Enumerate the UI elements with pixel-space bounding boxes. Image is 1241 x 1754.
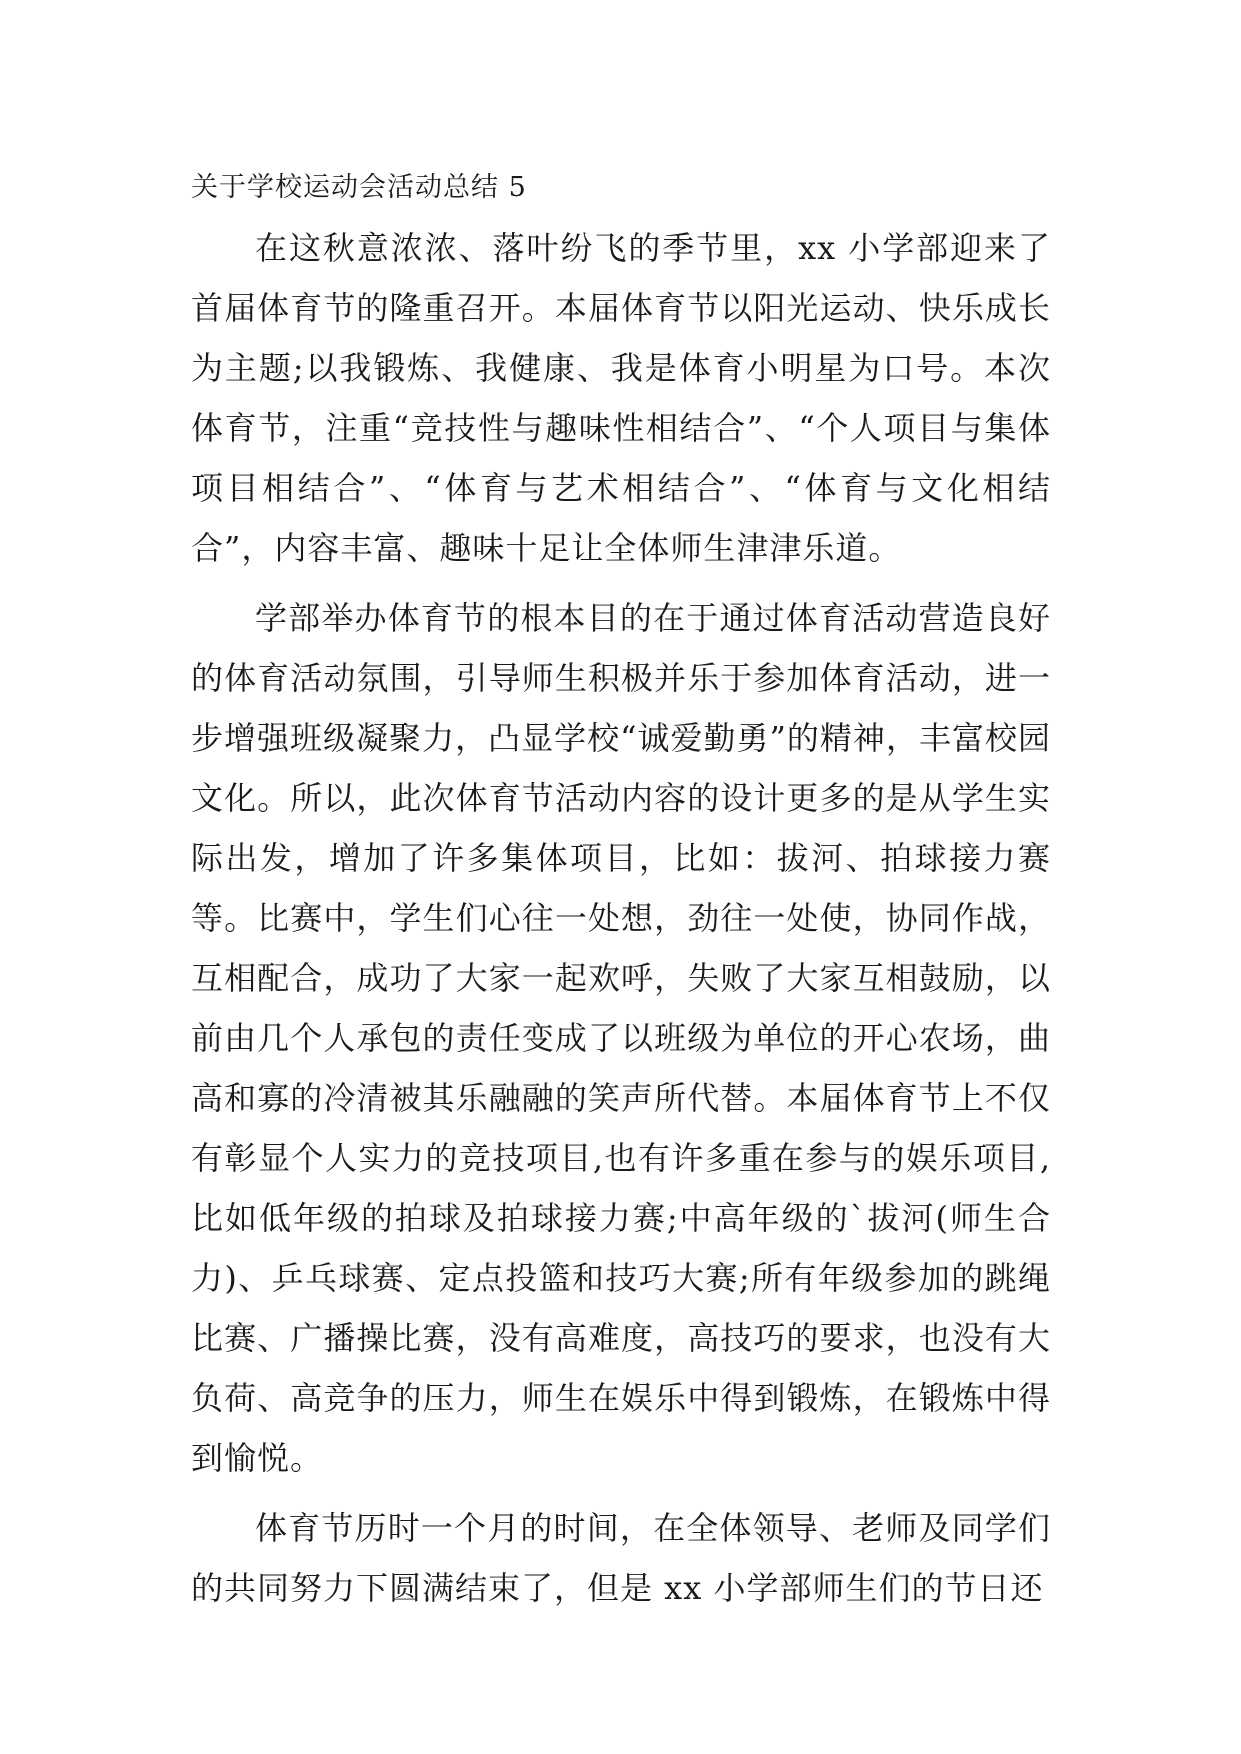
paragraph-purpose: 学部举办体育节的根本目的在于通过体育活动营造良好的体育活动氛围，引导师生积极并乐于参加体育活动，进一步增强班级凝聚力，凸显学校“诚爱勤勇”的精神，丰富校园文化。所以，此次体育节活动内容的设计更多的是从学生实际出发，增加了许多集体项目，比如：拔河、拍球接力赛等。比赛中，学生们心往一处想，劲往一处使，协同作战，互相配合，成功了大家一起欢呼，失败了大家互相鼓励，以前由几个人承包的责任变成了以班级为单位的开心农场，曲高和寡的冷清被其乐融融的笑声所代替。本届体育节上不仅有彰显个人实力的竞技项目,也有许多重在参与的娱乐项目,比如低年级的拍球及拍球接力赛;中高年级的`拔河(师生合力)、乒乓球赛、定点投篮和技巧大赛;所有年级参加的跳绳比赛、广播操比赛，没有高难度，高技巧的要求，也没有大负荷、高竞争的压力，师生在娱乐中得到锻炼，在锻炼中得到愉悦。 [191,599,1051,1477]
paragraph-intro: 在这秋意浓浓、落叶纷飞的季节里，xx 小学部迎来了首届体育节的隆重召开。本届体育节以阳光运动、快乐成长为主题;以我锻炼、我健康、我是体育小明星为口号。本次体育节，注重“竞技性与趣味性相结合”、“个人项目与集体项目相结合”、“体育与艺术相结合”、“体育与文化相结合”，内容丰富、趣味十足让全体师生津津乐道。 [191,229,1051,567]
document-body [191,168,1051,1628]
document-title: 关于学校运动会活动总结 5 [191,172,527,203]
paragraph-conclusion: 体育节历时一个月的时间，在全体领导、老师及同学们的共同努力下圆满结束了，但是 xx 小学部师生们的节日还 [191,1509,1051,1607]
